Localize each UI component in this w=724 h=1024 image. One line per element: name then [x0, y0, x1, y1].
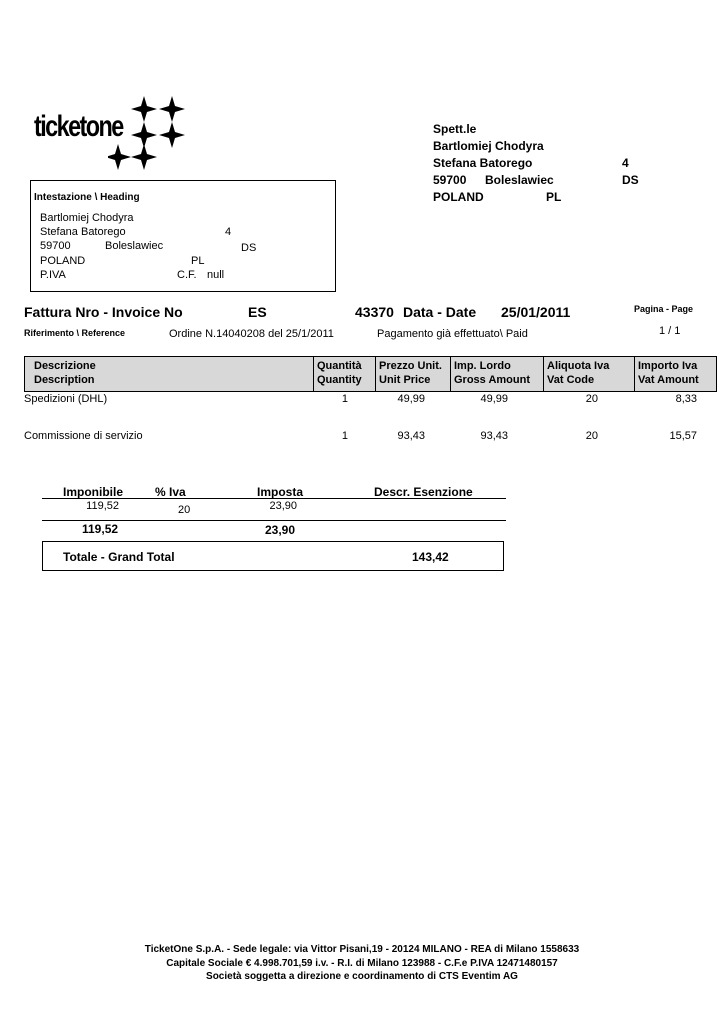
recipient-province: DS	[622, 173, 639, 187]
heading-label: Intestazione \ Heading	[34, 192, 140, 203]
row-description: Commissione di servizio	[24, 430, 143, 442]
summary-header-tax: Imposta	[257, 485, 304, 499]
recipient-city: Boleslawiec	[485, 173, 554, 187]
summary-total-taxable: 119,52	[82, 522, 119, 536]
heading-number: 4	[225, 226, 232, 238]
heading-cf-label: C.F.	[177, 269, 197, 281]
summary-line-tax: 23,90	[269, 500, 297, 512]
row-vat-amount: 8,33	[675, 393, 697, 405]
grand-total-value: 143,42	[412, 550, 449, 564]
row-gross-amount: 93,43	[480, 430, 508, 442]
col-header-unit-price: Prezzo Unit. Unit Price	[375, 356, 451, 392]
col-header-vat-amount: Importo Iva Vat Amount	[634, 356, 717, 392]
heading-street: Stefana Batorego	[40, 226, 126, 238]
row-unit-price: 93,43	[397, 430, 425, 442]
row-vat-amount: 15,57	[669, 430, 697, 442]
logo-text: ticketone	[34, 110, 123, 143]
reference-label: Riferimento \ Reference	[24, 328, 126, 338]
recipient-street: Stefana Batorego	[433, 156, 533, 170]
page-label: Pagina - Page	[634, 304, 694, 314]
heading-cf-value: null	[207, 269, 225, 281]
invoice-date: 25/01/2011	[501, 304, 571, 320]
heading-country-code: PL	[191, 255, 205, 267]
footer-line-1: TicketOne S.p.A. - Sede legale: via Vittor Pisani,19 - 20124 MILANO - REA di Milano 1558633	[144, 944, 580, 955]
summary-header-vat-pct: % Iva	[155, 485, 186, 499]
summary-total-tax: 23,90	[265, 523, 296, 537]
payment-status: Pagamento già effettuato\ Paid	[377, 328, 528, 340]
col-header-description: Descrizione Description	[24, 356, 314, 392]
company-logo	[34, 100, 194, 175]
summary-header-exemption: Descr. Esenzione	[374, 485, 473, 499]
col-header-vat-code: Aliquota Iva Vat Code	[543, 356, 635, 392]
recipient-name: Bartlomiej Chodyra	[433, 139, 544, 153]
row-quantity: 1	[341, 393, 348, 405]
heading-name: Bartlomiej Chodyra	[40, 212, 134, 224]
page-number: 1 / 1	[659, 325, 681, 337]
grand-total-label: Totale - Grand Total	[63, 550, 175, 564]
heading-country: POLAND	[40, 255, 86, 267]
col-header-quantity: Quantità Quantity	[313, 356, 376, 392]
row-unit-price: 49,99	[397, 393, 425, 405]
summary-total-divider	[42, 520, 506, 521]
recipient-title: Spett.le	[433, 122, 477, 136]
heading-province: DS	[241, 242, 257, 254]
recipient-number: 4	[622, 156, 629, 170]
summary-line-vat-pct: 20	[178, 504, 191, 516]
col-header-gross-amount: Imp. Lordo Gross Amount	[450, 356, 544, 392]
summary-divider	[42, 498, 506, 499]
summary-header-taxable: Imponibile	[63, 485, 123, 499]
row-vat-code: 20	[585, 393, 598, 405]
recipient-zip: 59700	[433, 173, 467, 187]
heading-piva-label: P.IVA	[40, 269, 66, 281]
heading-city: Boleslawiec	[105, 240, 164, 252]
invoice-date-label: Data - Date	[403, 304, 477, 320]
footer-line-3: Società soggetta a direzione e coordinamento di CTS Eventim AG	[206, 971, 518, 982]
row-description: Spedizioni (DHL)	[24, 393, 108, 405]
heading-zip: 59700	[40, 240, 71, 252]
invoice-series: ES	[248, 304, 267, 320]
footer-line-2: Capitale Sociale € 4.998.701,59 i.v. - R.I. di Milano 123988 - C.F.e P.IVA 12471480157	[166, 958, 558, 969]
logo-stars-icon	[108, 96, 208, 176]
row-gross-amount: 49,99	[480, 393, 508, 405]
invoice-label: Fattura Nro - Invoice No	[24, 304, 183, 320]
order-reference: Ordine N.14040208 del 25/1/2011	[169, 328, 334, 340]
row-vat-code: 20	[585, 430, 598, 442]
summary-line-taxable: 119,52	[86, 500, 119, 512]
recipient-country: POLAND	[433, 190, 484, 204]
invoice-number: 43370	[355, 304, 394, 320]
row-quantity: 1	[341, 430, 348, 442]
recipient-country-code: PL	[546, 190, 562, 204]
